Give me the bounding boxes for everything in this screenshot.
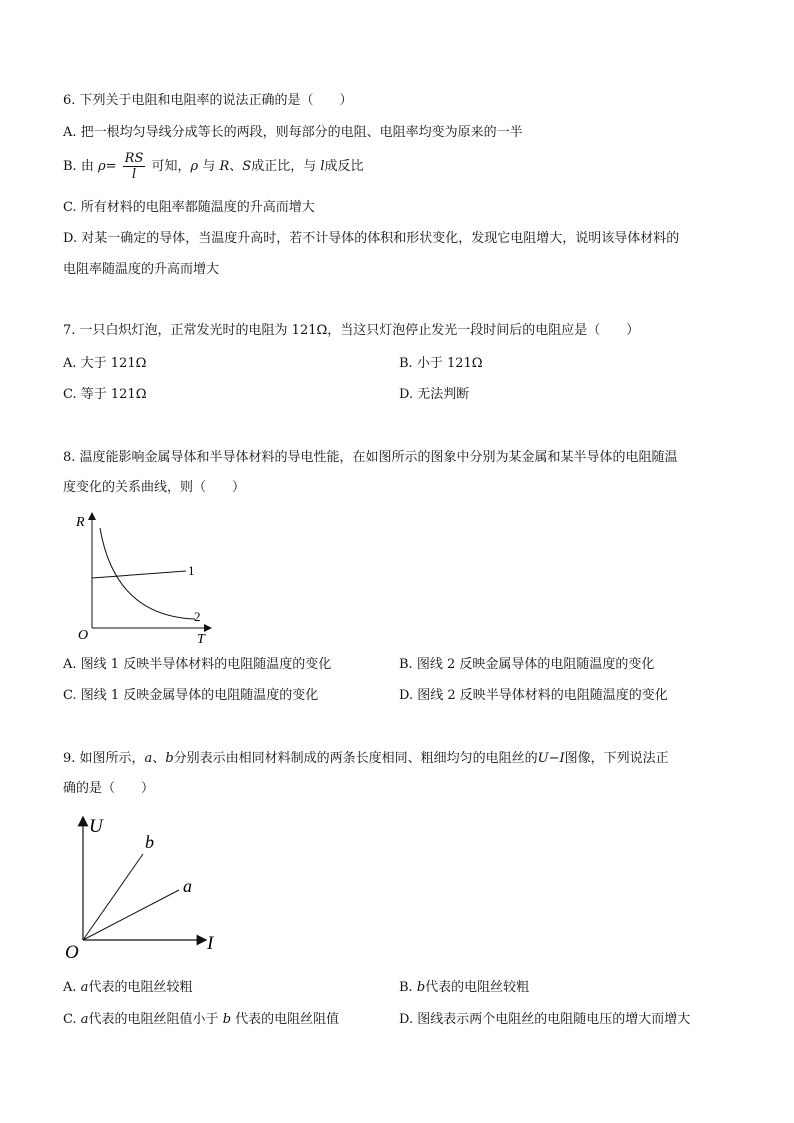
q6-b-sep: 、 [229, 159, 243, 174]
q9-stem-suffix: 图像，下列说法正 [564, 751, 669, 766]
q6-b-equals: = [105, 159, 117, 174]
q6-b-fraction [123, 151, 146, 182]
q8-stem-line2: 度变化的关系曲线，则（ ） [63, 480, 246, 495]
q6-b-numerator: RS [124, 151, 144, 166]
q9-a-prefix: A. [63, 980, 77, 995]
q9-x-label: I [207, 933, 214, 954]
q7-option-a: A. 大于 121Ω [63, 356, 147, 371]
q9-option-a [63, 979, 192, 997]
q9-line-a [83, 890, 179, 940]
q9-c-middle: 代表的电阻丝阻值小于 [88, 1012, 219, 1027]
q9-stem-sep: 、 [152, 751, 166, 766]
q9-voltage-current-graph [63, 812, 233, 962]
q9-stem-var-a: a [144, 751, 153, 766]
q6-b-rho: ρ [97, 159, 106, 174]
q9-c-text: 代表的电阻丝阻值 [235, 1012, 340, 1027]
q9-y-label: U [89, 816, 103, 837]
q6-option-d-line1: D. 对某一确定的导体，当温度升高时，若不计导体的体积和形状变化，发现它电阻增大，说明该导体材料的 [63, 231, 680, 246]
q7-option-d: D. 无法判断 [399, 387, 470, 402]
q8-x-label: T [197, 632, 205, 647]
q9-stem-ui: U−I [537, 751, 565, 766]
q9-c-var2: b [222, 1012, 232, 1027]
q9-stem-line1 [63, 750, 669, 768]
q6-b-text4: 成反比 [324, 159, 364, 174]
q9-c-prefix: C. [63, 1012, 77, 1027]
q9-stem-var-b: b [165, 751, 174, 766]
q6-option-a: A. 把一根均匀导线分成等长的两段，则每部分的电阻、电阻率均变为原来的一半 [63, 125, 523, 140]
q6-option-b [63, 151, 364, 182]
q8-curve-2-label: 2 [194, 609, 201, 624]
q9-line-a-label: a [183, 876, 192, 896]
q9-option-d: D. 图线表示两个电阻丝的电阻随电压的增大而增大 [399, 1012, 691, 1027]
q9-option-c [63, 1011, 339, 1029]
q6-b-text1: 可知， [151, 159, 191, 174]
q8-curve-1-label: 1 [188, 563, 195, 578]
q6-b-text2: 与 [202, 159, 216, 174]
q9-b-prefix: B. [399, 980, 413, 995]
q9-b-var: b [416, 980, 426, 995]
q6-b-prefix: B. 由 [63, 159, 94, 174]
q8-option-b: B. 图线 2 反映金属导体的电阻随温度的变化 [399, 657, 655, 672]
q8-option-d: D. 图线 2 反映半导体材料的电阻随温度的变化 [399, 688, 668, 703]
q6-b-S: S [242, 159, 252, 174]
q9-a-var: a [80, 980, 89, 995]
q9-origin-label: O [65, 942, 79, 962]
q9-b-text: 代表的电阻丝较粗 [425, 980, 530, 995]
q9-stem-line2: 确的是（ ） [63, 781, 155, 796]
q6-option-d-line2: 电阻率随温度的升高而增大 [63, 262, 220, 277]
q9-line-b [83, 854, 143, 940]
q8-origin-label: O [78, 628, 89, 643]
q9-option-b [399, 979, 529, 997]
q9-stem-middle: 分别表示由相同材料制成的两条长度相同、粗细均匀的电阻丝的 [173, 751, 538, 766]
q6-b-l: l [320, 159, 325, 174]
q8-stem-line1: 8. 温度能影响金属导体和半导体材料的导电性能，在如图所示的图象中分别为某金属和某半导体的电阻随温 [63, 450, 678, 465]
q6-b-R: R [219, 159, 230, 174]
q8-option-c: C. 图线 1 反映金属导体的电阻随温度的变化 [63, 688, 319, 703]
q8-resistance-temperature-graph [70, 508, 220, 648]
q6-stem: 6. 下列关于电阻和电阻率的说法正确的是（ ） [63, 93, 353, 108]
q6-b-rho2: ρ [190, 159, 199, 174]
q9-a-text: 代表的电阻丝较粗 [88, 980, 193, 995]
q7-stem: 7. 一只白炽灯泡，正常发光时的电阻为 121Ω，当这只灯泡停止发光一段时间后的电阻应是（ ） [63, 323, 640, 338]
q6-option-c: C. 所有材料的电阻率都随温度的升高而增大 [63, 200, 315, 215]
q7-option-b: B. 小于 121Ω [399, 356, 483, 371]
q6-b-text3: 成正比，与 [251, 159, 317, 174]
q8-curve-1 [92, 571, 186, 578]
q8-option-a: A. 图线 1 反映半导体材料的电阻随温度的变化 [63, 657, 332, 672]
q9-line-b-label: b [145, 832, 154, 852]
q9-stem-prefix: 9. 如图所示， [63, 751, 145, 766]
q8-y-label: R [76, 515, 85, 530]
q6-b-denominator: l [131, 167, 137, 182]
q9-c-var1: a [80, 1012, 89, 1027]
q7-option-c: C. 等于 121Ω [63, 387, 147, 402]
